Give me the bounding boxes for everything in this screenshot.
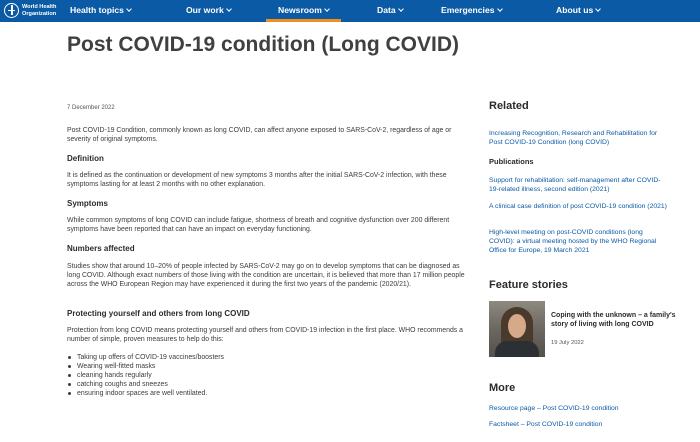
- definition-heading: Definition: [67, 154, 104, 163]
- nav-newsroom-label: Newsroom: [278, 5, 322, 15]
- list-item: Taking up offers of COVID-19 vaccines/boosters: [67, 353, 465, 362]
- who-logo[interactable]: [4, 3, 56, 18]
- nav-about-us[interactable]: [556, 0, 600, 22]
- list-item: Wearing well-fitted masks: [67, 362, 465, 371]
- list-item: catching coughs and sneezes: [67, 380, 465, 389]
- feature-stories-heading: Feature stories: [489, 279, 568, 291]
- feature-story-date: 19 July 2022: [551, 340, 584, 346]
- logo-line-2: Organization: [22, 10, 57, 17]
- intro-paragraph: Post COVID-19 Condition, commonly known as long COVID, can affect anyone exposed to SARS-CoV-2, regardless of age or severity of original symptoms.: [67, 127, 452, 144]
- more-heading: More: [489, 382, 516, 394]
- numbers-paragraph: Studies show that around 10–20% of people infected by SARS-CoV-2 may go on to develop symptoms that can be diagnosed as long COVID. Although exact numbers of those living with the condition are uncertain, it is believed that more than 17 million people across the WHO European Region may have experienced it during the first two years of the pandemic (2020/21).: [67, 263, 465, 289]
- photo-face: [508, 314, 526, 338]
- related-heading: Related: [489, 100, 529, 112]
- chevron-down-icon: [595, 6, 601, 12]
- who-emblem-icon: [4, 3, 19, 18]
- publication-link-case-definition[interactable]: A clinical case definition of post COVID-19 condition (2021): [489, 203, 667, 210]
- publication-link-high-level-meeting[interactable]: High-level meeting on post-COVID conditions (long COVID): a virtual meeting hosted by the WHO Regional Office for Europe, 19 March 2021: [489, 229, 657, 255]
- nav-our-work-label: Our work: [186, 5, 224, 15]
- list-item: ensuring indoor spaces are well ventilated.: [67, 389, 465, 398]
- list-item: cleaning hands regularly: [67, 371, 465, 380]
- photo-coat: [495, 341, 539, 357]
- chevron-down-icon: [398, 6, 404, 12]
- logo-text: [22, 4, 56, 17]
- nav-data[interactable]: [377, 0, 403, 22]
- nav-about-us-label: About us: [556, 5, 594, 15]
- chevron-down-icon: [226, 6, 232, 12]
- top-navigation-bar: [0, 0, 700, 22]
- symptoms-heading: Symptoms: [67, 199, 108, 208]
- chevron-down-icon: [126, 6, 132, 12]
- nav-our-work[interactable]: [186, 0, 231, 22]
- feature-story-photo[interactable]: [489, 301, 545, 357]
- more-link-resource-page[interactable]: Resource page – Post COVID-19 condition: [489, 405, 619, 412]
- feature-story-title[interactable]: Coping with the unknown – a family's story of living with long COVID: [551, 312, 676, 329]
- nav-emergencies[interactable]: [441, 0, 502, 22]
- publication-date: 7 December 2022: [67, 105, 115, 111]
- nav-emergencies-label: Emergencies: [441, 5, 495, 15]
- numbers-heading: Numbers affected: [67, 244, 135, 253]
- measures-list: [67, 353, 465, 398]
- nav-health-topics-label: Health topics: [70, 5, 124, 15]
- page-title: Post COVID-19 condition (Long COVID): [67, 33, 459, 56]
- nav-data-label: Data: [377, 5, 396, 15]
- more-link-factsheet[interactable]: Factsheet – Post COVID-19 condition: [489, 421, 603, 428]
- publication-link-rehabilitation[interactable]: Support for rehabilitation: self-management after COVID-19-related illness, second edition (2021): [489, 177, 661, 194]
- publications-heading: Publications: [489, 157, 534, 166]
- protecting-paragraph: Protection from long COVID means protecting yourself and others from COVID-19 infection in the first place. WHO recommends a number of simple, proven measures to help do this:: [67, 327, 463, 344]
- definition-paragraph: It is defined as the continuation or development of new symptoms 3 months after the initial SARS-CoV-2 infection, with these symptoms lasting for at least 2 months with no other explanation.: [67, 172, 447, 189]
- nav-newsroom[interactable]: [278, 0, 329, 22]
- protecting-heading: Protecting yourself and others from long COVID: [67, 309, 250, 318]
- chevron-down-icon: [497, 6, 503, 12]
- nav-health-topics[interactable]: [70, 0, 131, 22]
- symptoms-paragraph: While common symptoms of long COVID can include fatigue, shortness of breath and cognitive dysfunction over 200 different symptoms have been reported that can have an impact on everyday functioning.: [67, 217, 450, 234]
- chevron-down-icon: [324, 6, 330, 12]
- related-link[interactable]: Increasing Recognition, Research and Rehabilitation for Post COVID-19 Condition (long COVID): [489, 130, 658, 147]
- logo-line-1: World Health: [22, 4, 57, 11]
